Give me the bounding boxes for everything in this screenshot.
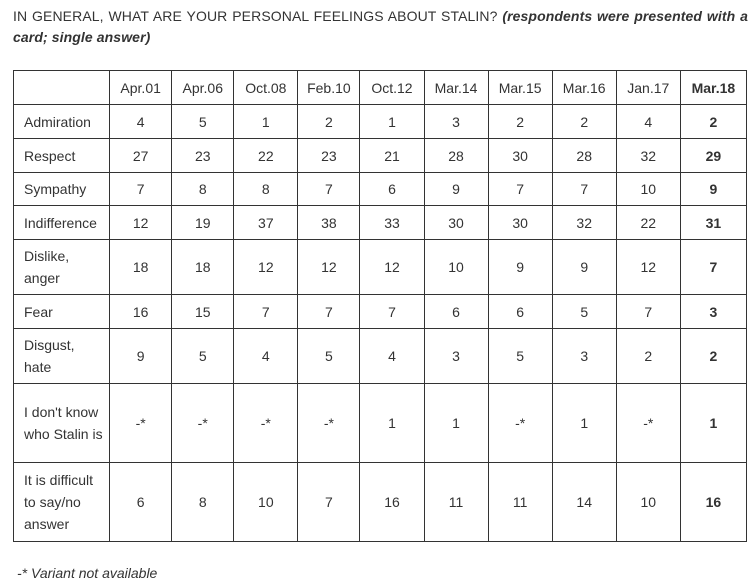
column-header: Jan.17 (616, 71, 680, 105)
row-label: Admiration (14, 105, 110, 139)
table-cell: 38 (298, 206, 360, 240)
table-cell: 7 (488, 173, 552, 206)
table-cell: 11 (488, 463, 552, 542)
table-cell: 2 (616, 329, 680, 384)
table-cell: 4 (360, 329, 424, 384)
table-cell: 6 (360, 173, 424, 206)
table-cell: 10 (234, 463, 298, 542)
table-cell: 11 (424, 463, 488, 542)
table-cell: 8 (234, 173, 298, 206)
column-header: Oct.08 (234, 71, 298, 105)
table-cell: 3 (680, 295, 746, 329)
table-cell: 30 (488, 139, 552, 173)
table-cell: 1 (360, 105, 424, 139)
table-cell: 12 (110, 206, 172, 240)
table-cell: 9 (680, 173, 746, 206)
table-cell: -* (172, 384, 234, 463)
table-cell: 28 (424, 139, 488, 173)
column-header: Mar.18 (680, 71, 746, 105)
table-cell: 9 (488, 240, 552, 295)
table-heading (13, 6, 748, 48)
table-cell: -* (234, 384, 298, 463)
table-cell: 7 (616, 295, 680, 329)
table-cell: 8 (172, 173, 234, 206)
table-cell: 23 (172, 139, 234, 173)
table-cell: 19 (172, 206, 234, 240)
table-row (14, 329, 747, 384)
table-cell: 5 (172, 105, 234, 139)
table-cell: 21 (360, 139, 424, 173)
table-row (14, 295, 747, 329)
table-cell: 1 (234, 105, 298, 139)
table-cell: 3 (552, 329, 616, 384)
row-label: It is difficult to say/no answer (14, 463, 110, 542)
table-cell: 16 (680, 463, 746, 542)
table-cell: -* (298, 384, 360, 463)
column-header: Feb.10 (298, 71, 360, 105)
table-cell: 2 (552, 105, 616, 139)
table-cell: 7 (360, 295, 424, 329)
table-row (14, 139, 747, 173)
question-note: (respondents were presented with a card; single answer) (13, 8, 748, 45)
table-cell: 23 (298, 139, 360, 173)
table-cell: 1 (424, 384, 488, 463)
row-label: Fear (14, 295, 110, 329)
table-cell: 2 (680, 329, 746, 384)
table-cell: 10 (616, 463, 680, 542)
table-cell: 7 (234, 295, 298, 329)
table-row (14, 384, 747, 463)
table-cell: 3 (424, 105, 488, 139)
table-row (14, 240, 747, 295)
table-cell: 30 (488, 206, 552, 240)
table-cell: 29 (680, 139, 746, 173)
table-cell: -* (616, 384, 680, 463)
row-label: Indifference (14, 206, 110, 240)
table-cell: 9 (552, 240, 616, 295)
column-header: Oct.12 (360, 71, 424, 105)
table-cell: 7 (110, 173, 172, 206)
table-cell: 31 (680, 206, 746, 240)
table-header (14, 71, 747, 105)
header-corner (14, 71, 110, 105)
table-row (14, 206, 747, 240)
table-cell: 27 (110, 139, 172, 173)
row-label: I don't know who Stalin is (14, 384, 110, 463)
table-body (14, 105, 747, 542)
table-cell: 18 (110, 240, 172, 295)
table-cell: 7 (298, 173, 360, 206)
table-row (14, 463, 747, 542)
table-cell: 5 (488, 329, 552, 384)
table-cell: 15 (172, 295, 234, 329)
table-cell: 12 (616, 240, 680, 295)
table-cell: 16 (110, 295, 172, 329)
table-cell: 1 (680, 384, 746, 463)
table-cell: 7 (552, 173, 616, 206)
column-header: Mar.14 (424, 71, 488, 105)
table-cell: 32 (616, 139, 680, 173)
column-header: Apr.06 (172, 71, 234, 105)
table-cell: 9 (424, 173, 488, 206)
table-cell: 5 (298, 329, 360, 384)
table-cell: -* (488, 384, 552, 463)
table-cell: 1 (360, 384, 424, 463)
row-label: Sympathy (14, 173, 110, 206)
table-cell: 30 (424, 206, 488, 240)
table-cell: 9 (110, 329, 172, 384)
table-cell: 6 (424, 295, 488, 329)
column-header: Mar.15 (488, 71, 552, 105)
footnote: -* Variant not available (17, 565, 158, 581)
table-cell: -* (110, 384, 172, 463)
table-cell: 12 (360, 240, 424, 295)
table-cell: 6 (488, 295, 552, 329)
table-cell: 37 (234, 206, 298, 240)
results-table (13, 70, 747, 542)
table-cell: 32 (552, 206, 616, 240)
table-cell: 16 (360, 463, 424, 542)
table-cell: 7 (298, 463, 360, 542)
table-cell: 28 (552, 139, 616, 173)
table-row (14, 105, 747, 139)
table-cell: 22 (234, 139, 298, 173)
table-cell: 18 (172, 240, 234, 295)
table-cell: 1 (552, 384, 616, 463)
table-cell: 22 (616, 206, 680, 240)
table-cell: 10 (616, 173, 680, 206)
question-text: IN GENERAL, WHAT ARE YOUR PERSONAL FEELINGS ABOUT STALIN? (13, 8, 498, 24)
header-row (14, 71, 747, 105)
table-cell: 5 (552, 295, 616, 329)
column-header: Apr.01 (110, 71, 172, 105)
table-row (14, 173, 747, 206)
table-cell: 7 (298, 295, 360, 329)
table-cell: 4 (110, 105, 172, 139)
table-cell: 12 (298, 240, 360, 295)
row-label: Dislike, anger (14, 240, 110, 295)
table-cell: 4 (234, 329, 298, 384)
table-cell: 3 (424, 329, 488, 384)
table-cell: 4 (616, 105, 680, 139)
table-cell: 12 (234, 240, 298, 295)
table-cell: 8 (172, 463, 234, 542)
table-cell: 5 (172, 329, 234, 384)
table-cell: 2 (680, 105, 746, 139)
row-label: Disgust, hate (14, 329, 110, 384)
table-cell: 33 (360, 206, 424, 240)
table-cell: 2 (298, 105, 360, 139)
column-header: Mar.16 (552, 71, 616, 105)
table-cell: 10 (424, 240, 488, 295)
table-cell: 6 (110, 463, 172, 542)
row-label: Respect (14, 139, 110, 173)
table-cell: 14 (552, 463, 616, 542)
table-cell: 7 (680, 240, 746, 295)
table-cell: 2 (488, 105, 552, 139)
